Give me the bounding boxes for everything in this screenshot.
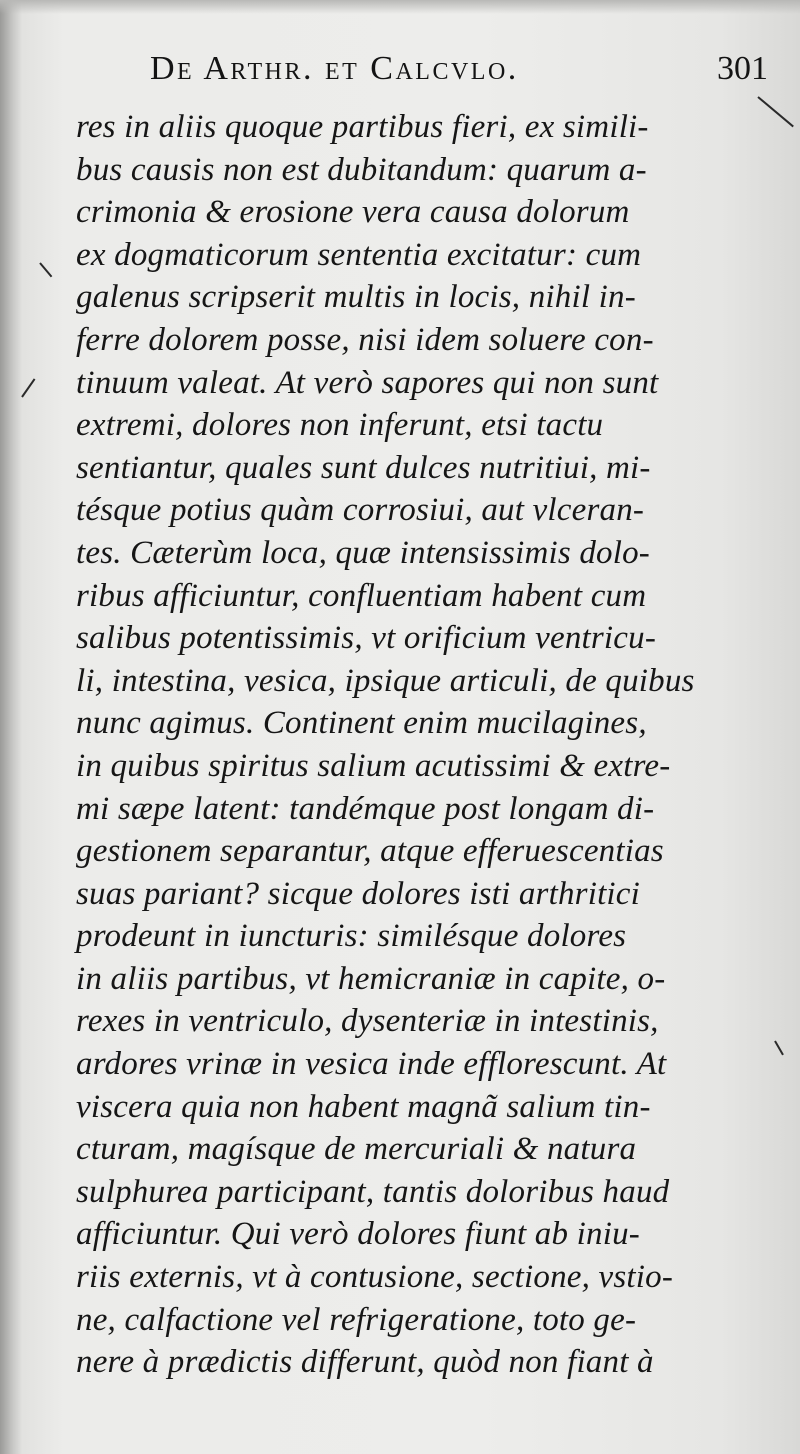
text-line: ne, calfactione vel refrigeratione, toto ge- [76, 1301, 637, 1338]
text-line: ferre dolorem posse, nisi idem soluere con- [76, 321, 654, 358]
text-line: riis externis, vt à contusione, sectione, vstio- [76, 1259, 674, 1296]
text-line: ex dogmaticorum sententia excitatur: cum [76, 236, 642, 273]
text-line: tésque potius quàm corrosiui, aut vlceran- [76, 492, 645, 529]
text-line: sulphurea participant, tantis doloribus haud [76, 1173, 670, 1210]
body-text [76, 106, 756, 1384]
text-line: res in aliis quoque partibus fieri, ex simili- [76, 109, 649, 145]
text-line: prodeunt in iuncturis: similésque dolores [76, 918, 627, 955]
text-line: mi sæpe latent: tandémque post longam di- [76, 790, 655, 827]
text-line: galenus scripserit multis in locis, nihil in- [76, 279, 636, 316]
text-line: nunc agimus. Continent enim mucilagines, [76, 705, 647, 742]
text-line: tinuum valeat. At verò sapores qui non sunt [76, 364, 659, 401]
text-line: salibus potentissimis, vt orificium ventricu- [76, 620, 657, 657]
text-line: ribus afficiuntur, confluentiam habent cum [76, 577, 647, 614]
text-line: rexes in ventriculo, dysenteriæ in intestinis, [76, 1003, 659, 1040]
margin-pen-mark [21, 378, 35, 397]
text-line: crimonia & erosione vera causa dolorum [76, 194, 630, 231]
text-line: suas pariant? sicque dolores isti arthritici [76, 875, 641, 912]
page-number: 301 [717, 50, 768, 87]
page-top-shadow [0, 0, 800, 14]
text-line: ardores vrinæ in vesica inde efflorescunt. At [76, 1046, 667, 1083]
text-line: afficiuntur. Qui verò dolores fiunt ab iniu- [76, 1216, 640, 1253]
margin-pen-mark [757, 96, 794, 127]
text-line: cturam, magísque de mercuriali & natura [76, 1131, 637, 1168]
text-line: li, intestina, vesica, ipsique articuli, de quibus [76, 662, 695, 699]
text-line: sentiantur, quales sunt dulces nutritiui, mi- [76, 449, 651, 486]
running-head: De Arthr. et Calcvlo. [150, 50, 519, 87]
text-line: gestionem separantur, atque efferuescentias [76, 833, 664, 870]
page-header [150, 50, 770, 98]
margin-pen-mark [39, 262, 52, 277]
text-line: viscera quia non habent magnã salium tin- [76, 1088, 651, 1125]
text-line: in quibus spiritus salium acutissimi & extre- [76, 747, 671, 784]
text-line: extremi, dolores non inferunt, etsi tactu [76, 407, 604, 444]
text-line: tes. Cæterùm loca, quæ intensissimis dolo- [76, 534, 650, 571]
text-line: bus causis non est dubitandum: quarum a- [76, 151, 647, 188]
margin-pen-mark [774, 1041, 784, 1056]
text-line: in aliis partibus, vt hemicraniæ in capite, o- [76, 960, 666, 997]
page-edge-shadow [0, 0, 22, 1454]
text-line: nere à prædictis differunt, quòd non fiant à [76, 1344, 654, 1381]
